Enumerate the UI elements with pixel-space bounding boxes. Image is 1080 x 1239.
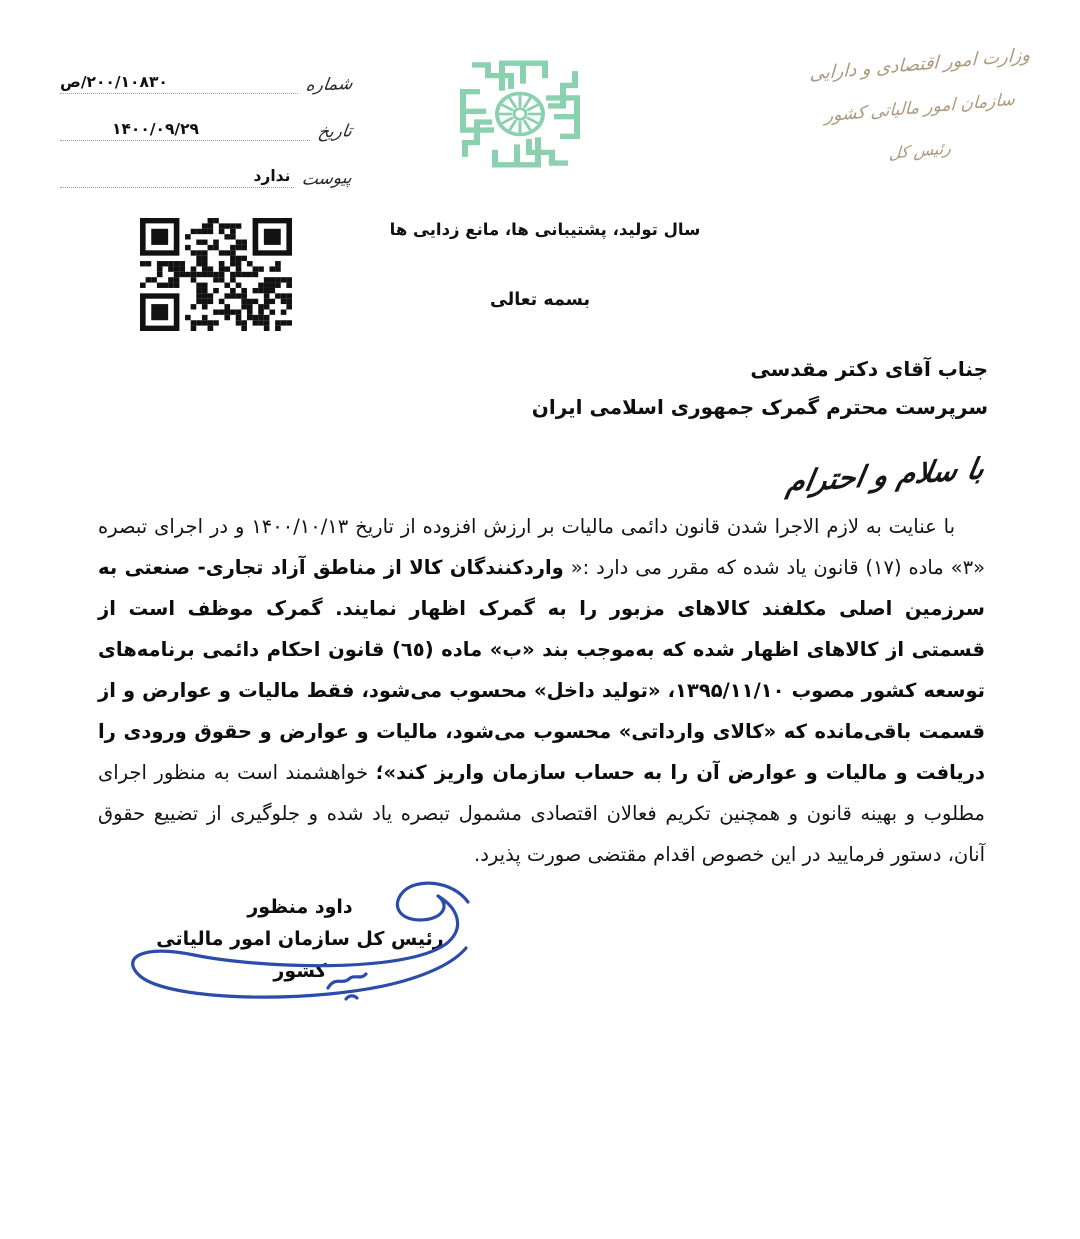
- date-value: ۱۴۰۰/۰۹/۲۹: [112, 119, 200, 138]
- attachment-dotted-line: [60, 155, 294, 188]
- office-name: رئیس کل: [888, 138, 952, 163]
- number-label: شماره: [304, 74, 354, 96]
- date-dotted-line: [60, 108, 310, 141]
- tax-administration-emblem-icon: [455, 56, 585, 172]
- recipient-block: [532, 350, 988, 426]
- number-dotted-line: [60, 61, 298, 94]
- letter-meta-fields: [60, 62, 352, 203]
- letterhead-organization: [770, 44, 1070, 163]
- attachment-label: پیوست: [300, 168, 354, 190]
- recipient-name: جناب آقای دکتر مقدسی: [750, 357, 988, 381]
- signatory-name: داود منظور: [247, 896, 353, 918]
- organization-name: سازمان امور مالیاتی کشور: [824, 89, 1016, 127]
- letter-body: [98, 506, 985, 875]
- handwritten-salutation: با سلام و احترام: [784, 450, 988, 500]
- besmellah-text: بسمه تعالی: [489, 290, 591, 310]
- letter-attachment-row: [60, 156, 352, 188]
- letter-number-row: [60, 62, 352, 94]
- signature-block: [133, 891, 467, 987]
- body-closing: خواهشمند است به منظور اجرای مطلوب و بهینه قانون و همچنین تکریم فعالان اقتصادی مشمول تبصره یاد شده و جلوگیری از تضییع حقوق آنان، دستور فرمایید در این خصوص اقدام مقتضی صورت پذیرد.: [98, 761, 985, 866]
- signatory-title: رئیس کل سازمان امور مالیاتی کشور: [156, 928, 444, 982]
- body-legal-quote: واردکنندگان کالا از مناطق آزاد تجاری- صنعتی به سرزمین اصلی مکلفند کالاهای مزبور را به گمرک اظهار نمایند. گمرک موظف است از قسمتی از کالاهای اظهار شده که به‌موجب بند «ب» ماده (٦٥) قانون احکام دائمی برنامه‌های توسعه کشور مصوب ۱۳۹۵/۱۱/۱۰، «تولید داخل» محسوب می‌شود، فقط مالیات و عوارض و از قسمت باقی‌مانده که «کالای وارداتی» محسوب می‌شود، مالیات و عوارض و حقوق ورودی را دریافت و مالیات و عوارض آن را به حساب سازمان واریز کند»؛: [98, 556, 985, 784]
- qr-code-icon: [140, 218, 292, 331]
- number-value: ۲۰۰/۱۰۸۳۰/ص: [60, 72, 168, 91]
- body-intro: با عنایت به لازم الاجرا شدن قانون دائمی مالیات بر ارزش افزوده از تاریخ ۱۴۰۰/۱۰/۱۳ و در اجرای تبصره «۳» ماده (۱۷) قانون یاد شده که مقرر می دارد :«: [98, 515, 986, 579]
- ministry-name: وزارت امور اقتصادی و دارایی: [809, 44, 1031, 85]
- date-label: تاریخ: [316, 121, 354, 143]
- attachment-value: ندارد: [253, 166, 291, 185]
- recipient-title: سرپرست محترم گمرک جمهوری اسلامی ایران: [531, 395, 988, 419]
- letter-date-row: [60, 109, 352, 141]
- year-slogan: سال تولید، پشتیبانی ها، مانع زدایی ها: [389, 220, 701, 239]
